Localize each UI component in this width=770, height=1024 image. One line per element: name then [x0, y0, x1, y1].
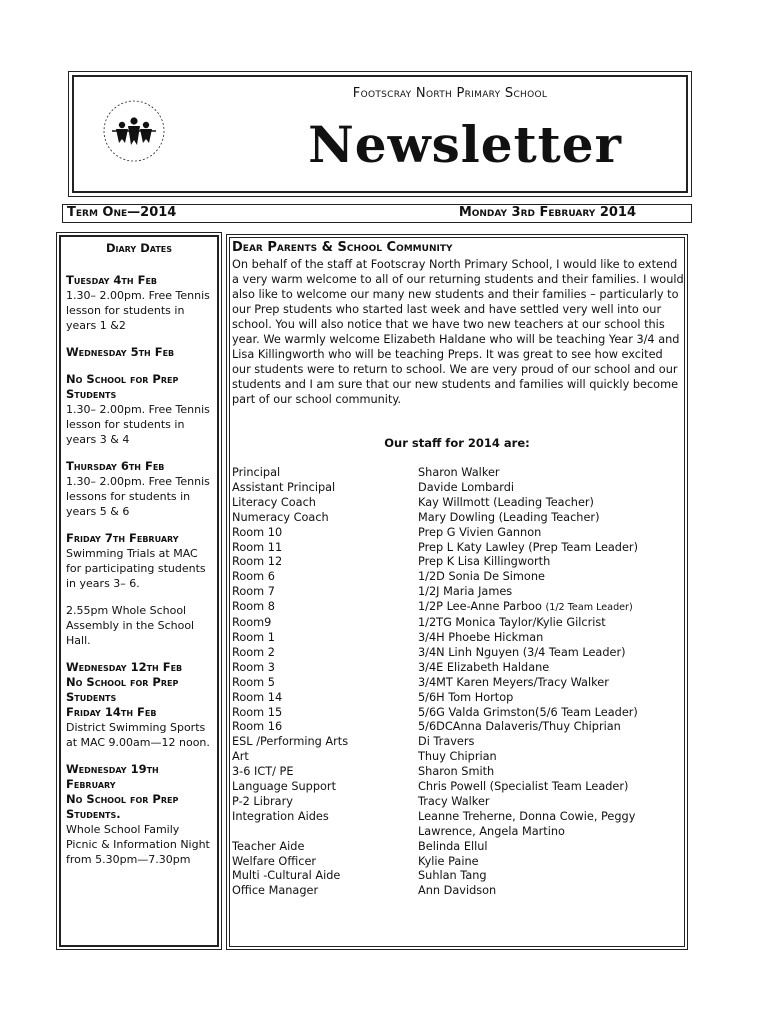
issue-date: Monday 3rd February 2014 — [458, 205, 636, 220]
staff-name — [418, 631, 688, 646]
staff-role: Room 10 — [232, 525, 283, 539]
staff-role: Room 15 — [232, 705, 283, 719]
staff-name — [418, 750, 688, 765]
article-intro: On behalf of the staff at Footscray North Primary School, I would like to extend a very warm welcome to all of our returning students and their families. I would also like to welcome our many new students and their families – particularly to our Prep students who started last week and have settled very well into our school. You will also notice that we have two new teachers at our school this year. We warmly welcome Elizabeth Haldane who will be teaching Year 3/4 and Lisa Killingworth who will be teaching Preps. It was great to see how excited our students were to return to school. We are very proud of our school and our students and I am sure that our new students and families will quickly become part of our school community. — [232, 258, 684, 406]
staff-role: Room 7 — [232, 585, 275, 599]
term-label: Term One—2014 — [67, 205, 177, 220]
staff-row — [232, 869, 688, 884]
staff-name-text: Chris Powell (Specialist Team Leader) — [418, 780, 629, 794]
staff-role: Welfare Officer — [232, 854, 317, 868]
staff-name-text: Sharon Walker — [418, 466, 500, 479]
staff-name — [418, 691, 688, 706]
diary-event-heading: Thursday 6th Feb — [66, 459, 165, 473]
staff-row — [232, 600, 688, 616]
staff-name — [418, 765, 688, 780]
diary-event-heading: Wednesday 12th Feb — [66, 660, 183, 674]
staff-role: Room 8 — [232, 600, 275, 614]
staff-role: ESL /Performing Arts — [232, 735, 349, 749]
staff-row — [232, 481, 688, 496]
newsletter-title: Newsletter — [308, 115, 622, 174]
diary-event — [66, 603, 212, 648]
staff-name-text: Ann Davidson — [418, 884, 497, 898]
diary-event-body: District Swimming Sports at MAC 9.00am—12 noon. — [66, 721, 210, 749]
staff-role: Room 2 — [232, 645, 275, 659]
dateline-bar — [62, 204, 692, 223]
diary-event — [66, 762, 212, 792]
school-name: Footscray North Primary School — [352, 86, 548, 101]
diary-event — [66, 792, 212, 867]
diary-dates-panel — [56, 232, 222, 950]
staff-role: Numeracy Coach — [232, 510, 329, 524]
staff-row — [232, 750, 688, 765]
staff-name — [418, 646, 688, 661]
staff-name-text: 5/6DCAnna Dalaveris/Thuy Chiprian — [418, 720, 621, 734]
school-logo-icon — [98, 95, 170, 167]
staff-role: Room 6 — [232, 570, 275, 584]
diary-event-body: 1.30– 2.00pm. Free Tennis lessons for students in years 5 & 6 — [66, 475, 210, 518]
staff-role: Room 14 — [232, 690, 283, 704]
diary-event — [66, 372, 212, 447]
diary-event-body: 2.55pm Whole School Assembly in the School Hall. — [66, 604, 195, 647]
staff-name-text: Belinda Ellul — [418, 839, 488, 853]
staff-row — [232, 511, 688, 526]
staff-role: Multi -Cultural Aide — [232, 869, 341, 883]
staff-row — [232, 541, 688, 556]
staff-role: Integration Aides — [232, 809, 329, 823]
staff-name-text: 3/4N Linh Nguyen (3/4 Team Leader) — [418, 645, 626, 659]
staff-role: Room 11 — [232, 540, 283, 554]
diary-event-heading: No School for Prep Students. — [66, 792, 179, 821]
diary-title: Diary Dates — [105, 241, 173, 255]
staff-row — [232, 661, 688, 676]
staff-role: Room 16 — [232, 720, 283, 734]
staff-row — [232, 585, 688, 600]
diary-event-list — [66, 273, 212, 867]
staff-name-text: Prep K Lisa Killingworth — [418, 555, 551, 569]
staff-heading: Our staff for 2014 are: — [384, 436, 530, 450]
staff-row — [232, 526, 688, 541]
diary-event-heading: Tuesday 4th Feb — [66, 273, 158, 287]
staff-row — [232, 810, 688, 840]
staff-row — [232, 855, 688, 870]
staff-name — [418, 869, 688, 884]
staff-name-text: 3/4E Elizabeth Haldane — [418, 660, 550, 674]
diary-event — [66, 273, 212, 333]
staff-role: 3-6 ICT/ PE — [232, 765, 294, 779]
staff-name — [418, 735, 688, 750]
staff-row — [232, 706, 688, 721]
staff-role: Literacy Coach — [232, 495, 316, 509]
staff-role: Assistant Principal — [232, 480, 336, 494]
staff-name — [418, 585, 688, 600]
diary-event — [66, 459, 212, 519]
staff-row — [232, 840, 688, 855]
staff-name-text: 1/2D Sonia De Simone — [418, 570, 545, 584]
staff-list — [232, 466, 688, 899]
staff-row — [232, 631, 688, 646]
staff-role: Room 5 — [232, 675, 275, 689]
staff-row — [232, 496, 688, 511]
staff-name-text: Di Travers — [418, 735, 475, 749]
staff-name — [418, 795, 688, 810]
staff-name-text: Mary Dowling (Leading Teacher) — [418, 510, 600, 524]
diary-event-heading: Friday 7th February — [66, 531, 179, 545]
staff-row — [232, 765, 688, 780]
staff-name — [418, 526, 688, 541]
staff-role: Room 1 — [232, 630, 275, 644]
staff-name — [418, 780, 688, 795]
article-greeting: Dear Parents & School Community — [232, 240, 453, 255]
diary-event — [66, 660, 212, 675]
staff-row — [232, 691, 688, 706]
staff-row — [232, 795, 688, 810]
staff-role: Room9 — [232, 616, 272, 630]
staff-name-text: Thuy Chiprian — [418, 750, 497, 764]
staff-row — [232, 720, 688, 735]
staff-name-text: Prep L Katy Lawley (Prep Team Leader) — [418, 540, 638, 554]
diary-event — [66, 345, 212, 360]
staff-row — [232, 646, 688, 661]
staff-name — [418, 466, 688, 481]
staff-name-text: Sharon Smith — [418, 765, 495, 779]
diary-event-heading: No School for Prep Students — [66, 675, 179, 704]
staff-name — [418, 706, 688, 721]
staff-name-text: 3/4H Phoebe Hickman — [418, 630, 544, 644]
staff-name-text: 5/6H Tom Hortop — [418, 690, 514, 704]
staff-name — [418, 855, 688, 870]
staff-role: Teacher Aide — [232, 839, 305, 853]
diary-dates-inner — [59, 235, 219, 947]
diary-event-body: Swimming Trials at MAC for participating students in years 3– 6. — [66, 547, 206, 590]
staff-role: Principal — [232, 466, 281, 479]
staff-name — [418, 555, 688, 570]
staff-row — [232, 466, 688, 481]
staff-row — [232, 884, 688, 899]
staff-role: P-2 Library — [232, 794, 293, 808]
staff-name-text: 1/2TG Monica Taylor/Kylie Gilcrist — [418, 616, 606, 630]
diary-event — [66, 705, 212, 750]
staff-role: Room 3 — [232, 660, 275, 674]
staff-role: Art — [232, 750, 249, 764]
staff-name — [418, 541, 688, 556]
staff-role: Room 12 — [232, 555, 283, 569]
staff-name-text: Davide Lombardi — [418, 480, 515, 494]
diary-event-heading: No School for Prep Students — [66, 372, 179, 401]
diary-event-heading: Wednesday 19th February — [66, 762, 159, 791]
diary-event-body: 1.30– 2.00pm. Free Tennis lesson for students in years 3 & 4 — [66, 403, 210, 446]
diary-event-body: Whole School Family Picnic & Information Night from 5.30pm—7.30pm — [66, 823, 210, 866]
staff-name — [418, 481, 688, 496]
staff-row — [232, 616, 688, 631]
staff-name — [418, 570, 688, 585]
staff-row — [232, 735, 688, 750]
staff-name-note: (1/2 Team Leader) — [545, 602, 633, 614]
staff-row — [232, 570, 688, 585]
staff-name-text: Kay Willmott (Leading Teacher) — [418, 495, 594, 509]
staff-name-text: 3/4MT Karen Meyers/Tracy Walker — [418, 675, 609, 689]
staff-name-text: 5/6G Valda Grimston(5/6 Team Leader) — [418, 705, 638, 719]
staff-name-text: Tracy Walker — [418, 794, 490, 808]
staff-name — [418, 496, 688, 511]
staff-name-text: Prep G Vivien Gannon — [418, 525, 542, 539]
diary-event-body: 1.30– 2.00pm. Free Tennis lesson for students in years 1 &2 — [66, 289, 210, 332]
diary-event-heading: Friday 14th Feb — [66, 705, 157, 719]
staff-row — [232, 555, 688, 570]
staff-name — [418, 616, 688, 631]
diary-event — [66, 675, 212, 705]
staff-name-text: 1/2P Lee-Anne Parboo — [418, 600, 546, 614]
staff-name — [418, 661, 688, 676]
staff-name — [418, 810, 688, 840]
diary-event — [66, 531, 212, 591]
staff-name — [418, 511, 688, 526]
staff-name — [418, 720, 688, 735]
staff-name — [418, 884, 688, 899]
staff-name — [418, 676, 688, 691]
staff-name — [418, 600, 688, 616]
staff-role: Office Manager — [232, 884, 319, 898]
staff-name — [418, 840, 688, 855]
diary-event-heading: Wednesday 5th Feb — [66, 345, 175, 359]
staff-name-text: Kylie Paine — [418, 854, 479, 868]
staff-name-text: Leanne Treherne, Donna Cowie, Peggy Lawrence, Angela Martino — [418, 809, 636, 838]
staff-role: Language Support — [232, 780, 336, 794]
staff-name-text: Suhlan Tang — [418, 869, 487, 883]
staff-name-text: 1/2J Maria James — [418, 585, 513, 599]
staff-row — [232, 676, 688, 691]
staff-row — [232, 780, 688, 795]
